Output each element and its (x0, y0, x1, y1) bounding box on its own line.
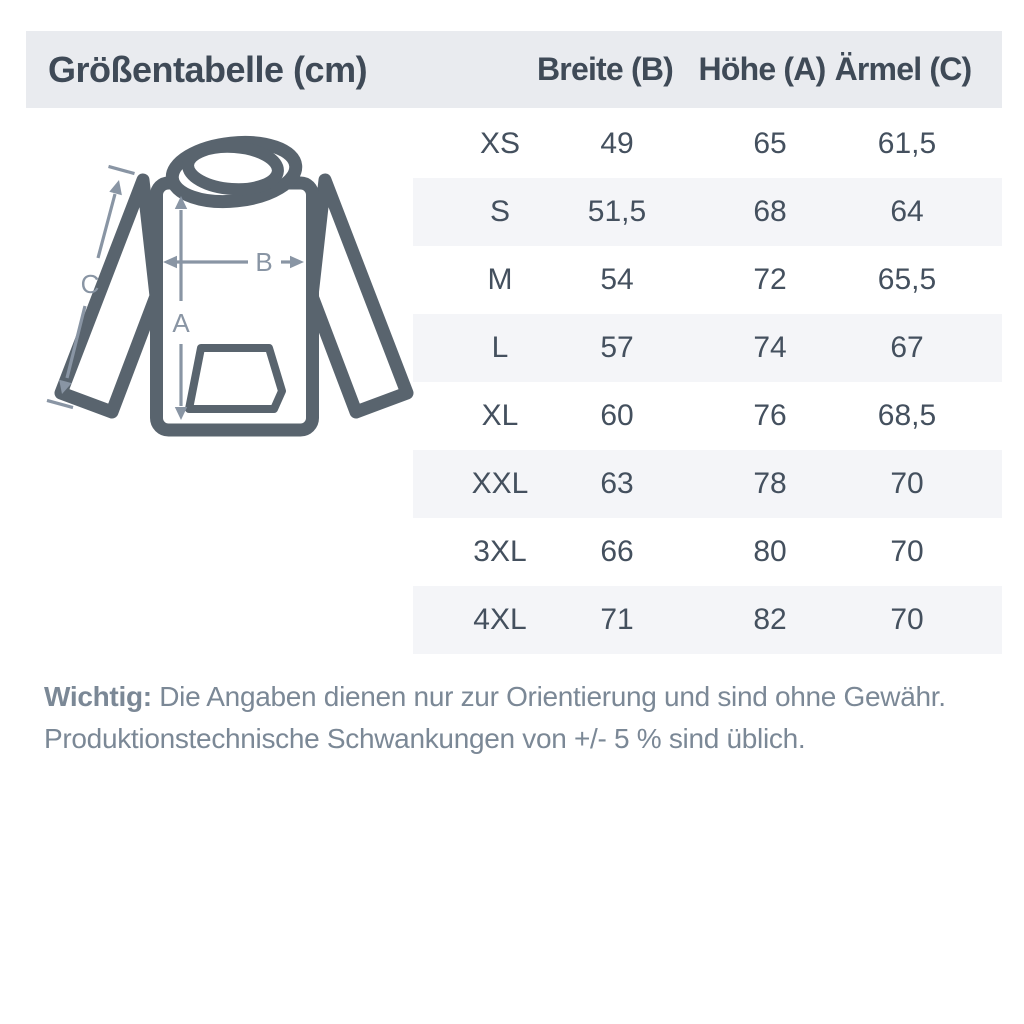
table-row-m (413, 246, 1002, 314)
breite-value: 60 (600, 399, 634, 432)
hoehe-value: 80 (753, 535, 787, 568)
column-header-aermel: Ärmel (C) (834, 51, 972, 87)
table-header-band (26, 31, 1002, 108)
label-a: A (172, 308, 190, 338)
page-title: Größentabelle (cm) (48, 49, 368, 90)
hoodie-right-sleeve (312, 180, 407, 412)
column-header-breite: Breite (B) (536, 51, 674, 87)
table-row-xs (413, 110, 1002, 178)
table-row-xl (413, 382, 1002, 450)
aermel-value: 64 (890, 195, 924, 228)
size-label: M (487, 263, 513, 296)
disclaimer-note (44, 676, 946, 760)
size-label: XL (481, 399, 519, 432)
hoehe-value: 76 (753, 399, 787, 432)
size-label: 4XL (473, 603, 527, 636)
size-table (413, 110, 1002, 654)
hoehe-value: 72 (753, 263, 787, 296)
hoehe-value: 65 (753, 127, 787, 160)
disclaimer-line-1 (44, 676, 946, 718)
hoodie-pocket (189, 348, 282, 409)
aermel-value: 61,5 (877, 127, 937, 160)
breite-value: 51,5 (587, 195, 647, 228)
table-row-3xl (413, 518, 1002, 586)
size-label: L (491, 331, 509, 364)
breite-value: 71 (600, 603, 634, 636)
breite-value: 49 (600, 127, 634, 160)
hoehe-value: 82 (753, 603, 787, 636)
hoehe-value: 68 (753, 195, 787, 228)
hoehe-value: 74 (753, 331, 787, 364)
breite-value: 57 (600, 331, 634, 364)
size-label: 3XL (473, 535, 527, 568)
label-c: C (80, 269, 100, 299)
table-row-s (413, 178, 1002, 246)
aermel-value: 68,5 (877, 399, 937, 432)
disclaimer-text: Die Angaben dienen nur zur Orientierung und sind ohne Gewähr. (151, 681, 946, 712)
size-label: XS (479, 127, 521, 160)
hoehe-value: 78 (753, 467, 787, 500)
label-b: B (255, 247, 273, 277)
size-label: S (489, 195, 511, 228)
hoodie-diagram-icon (0, 118, 440, 463)
disclaimer-emphasis: Wichtig: (44, 681, 152, 712)
column-header-hoehe: Höhe (A) (698, 51, 826, 87)
aermel-value: 70 (890, 535, 924, 568)
aermel-value: 67 (890, 331, 924, 364)
table-row-xxl (413, 450, 1002, 518)
breite-value: 54 (600, 263, 634, 296)
size-label: XXL (471, 467, 529, 500)
breite-value: 63 (600, 467, 634, 500)
aermel-value: 70 (890, 603, 924, 636)
breite-value: 66 (600, 535, 634, 568)
aermel-value: 70 (890, 467, 924, 500)
aermel-value: 65,5 (877, 263, 937, 296)
table-row-4xl (413, 586, 1002, 654)
table-row-l (413, 314, 1002, 382)
disclaimer-line-2: Produktionstechnische Schwankungen von +/- 5 % sind üblich. (44, 723, 806, 754)
